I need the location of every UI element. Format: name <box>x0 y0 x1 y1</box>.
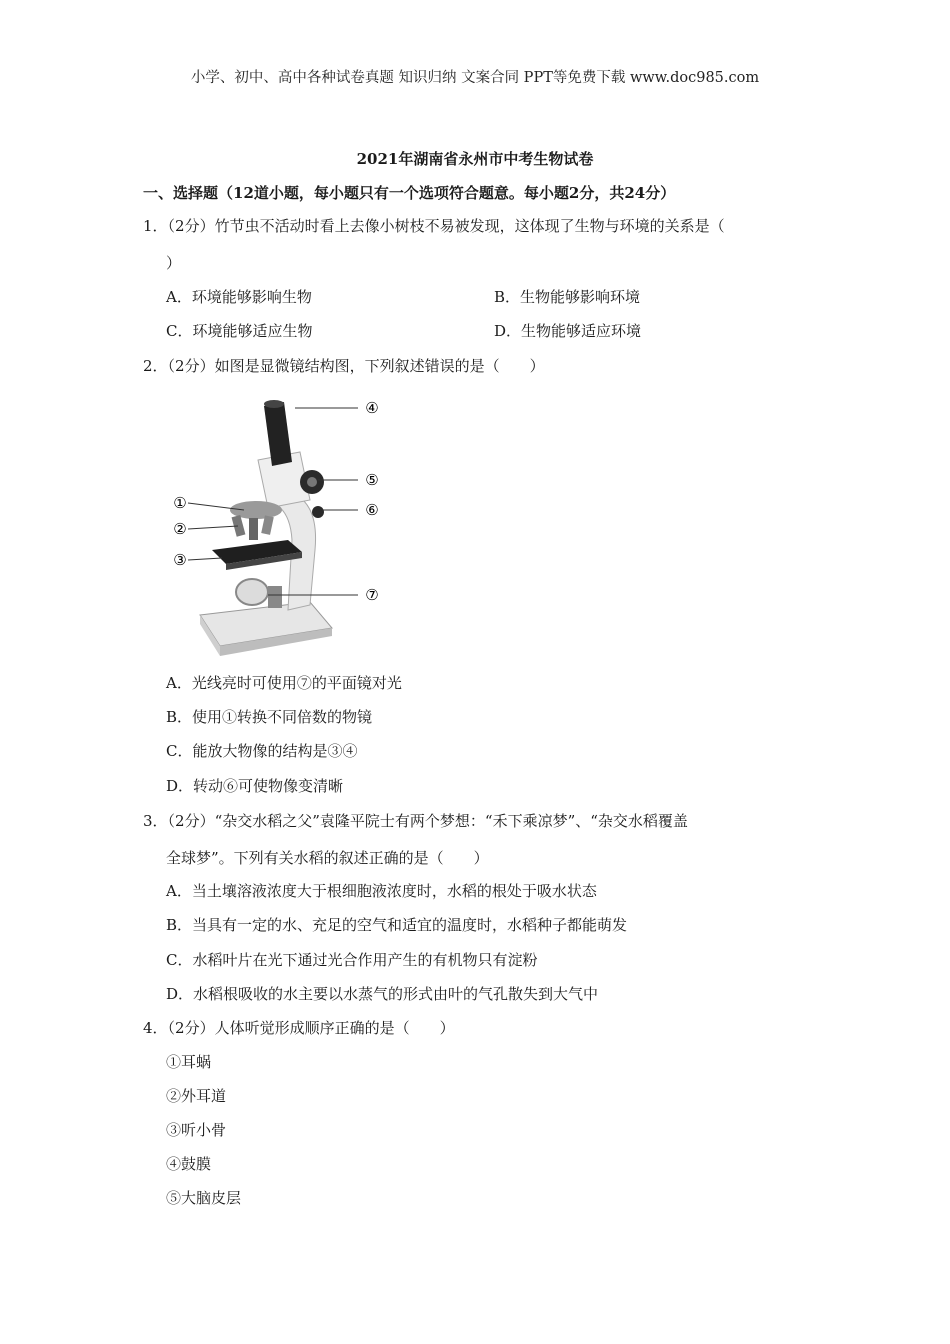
question-2-option-b: B．使用①转换不同倍数的物镜 <box>166 708 373 726</box>
page-header: 小学、初中、高中各种试卷真题 知识归纳 文案合同 PPT等免费下载 www.doc985.com <box>190 70 760 86</box>
question-3-stem: 3．（2分）“杂交水稻之父”袁隆平院士有两个梦想：“禾下乘凉梦”、“杂交水稻覆盖 <box>143 812 688 830</box>
question-2-option-c: C．能放大物像的结构是③④ <box>166 742 358 760</box>
question-1-stem-cont: ） <box>166 254 182 272</box>
question-3-option-c: C．水稻叶片在光下通过光合作用产生的有机物只有淀粉 <box>166 951 538 969</box>
question-2-option-a: A．光线亮时可使用⑦的平面镜对光 <box>166 674 402 692</box>
question-2-stem: 2．（2分）如图是显微镜结构图，下列叙述错误的是（ ） <box>143 357 545 375</box>
question-3-stem-cont: 全球梦”。下列有关水稻的叙述正确的是（ ） <box>166 849 489 867</box>
figure-label-6: ⑥ <box>365 501 379 519</box>
question-1-option-b: B．生物能够影响环境 <box>494 288 641 306</box>
question-1-stem: 1．（2分）竹节虫不活动时看上去像小树枝不易被发现，这体现了生物与环境的关系是（ <box>143 217 725 235</box>
figure-label-7: ⑦ <box>365 586 379 604</box>
question-4-item: ⑤大脑皮层 <box>166 1189 242 1207</box>
figure-label-2: ② <box>173 520 187 538</box>
question-1-option-c: C．环境能够适应生物 <box>166 322 313 340</box>
question-4-item: ③听小骨 <box>166 1121 227 1139</box>
question-4-stem: 4．（2分）人体听觉形成顺序正确的是（ ） <box>143 1019 455 1037</box>
question-3-option-d: D．水稻根吸收的水主要以水蒸气的形式由叶的气孔散失到大气中 <box>166 985 599 1003</box>
section-heading: 一、选择题（12道小题，每小题只有一个选项符合题意。每小题2分，共24分） <box>143 184 676 202</box>
question-4-item: ②外耳道 <box>166 1087 227 1105</box>
figure-label-5: ⑤ <box>365 471 379 489</box>
question-1-option-a: A．环境能够影响生物 <box>166 288 312 306</box>
question-1-option-d: D．生物能够适应环境 <box>494 322 642 340</box>
figure-label-1: ① <box>173 494 187 512</box>
question-4-item: ④鼓膜 <box>166 1155 212 1173</box>
figure-label-3: ③ <box>173 551 187 569</box>
question-3-option-a: A．当土壤溶液浓度大于根细胞液浓度时，水稻的根处于吸水状态 <box>166 882 597 900</box>
question-4-item: ①耳蜗 <box>166 1053 212 1071</box>
question-2-option-d: D．转动⑥可使物像变清晰 <box>166 777 344 795</box>
exam-title: 2021年湖南省永州市中考生物试卷 <box>356 150 594 168</box>
figure-label-4: ④ <box>365 399 379 417</box>
microscope-figure <box>160 390 400 662</box>
question-3-option-b: B．当具有一定的水、充足的空气和适宜的温度时，水稻种子都能萌发 <box>166 916 628 934</box>
